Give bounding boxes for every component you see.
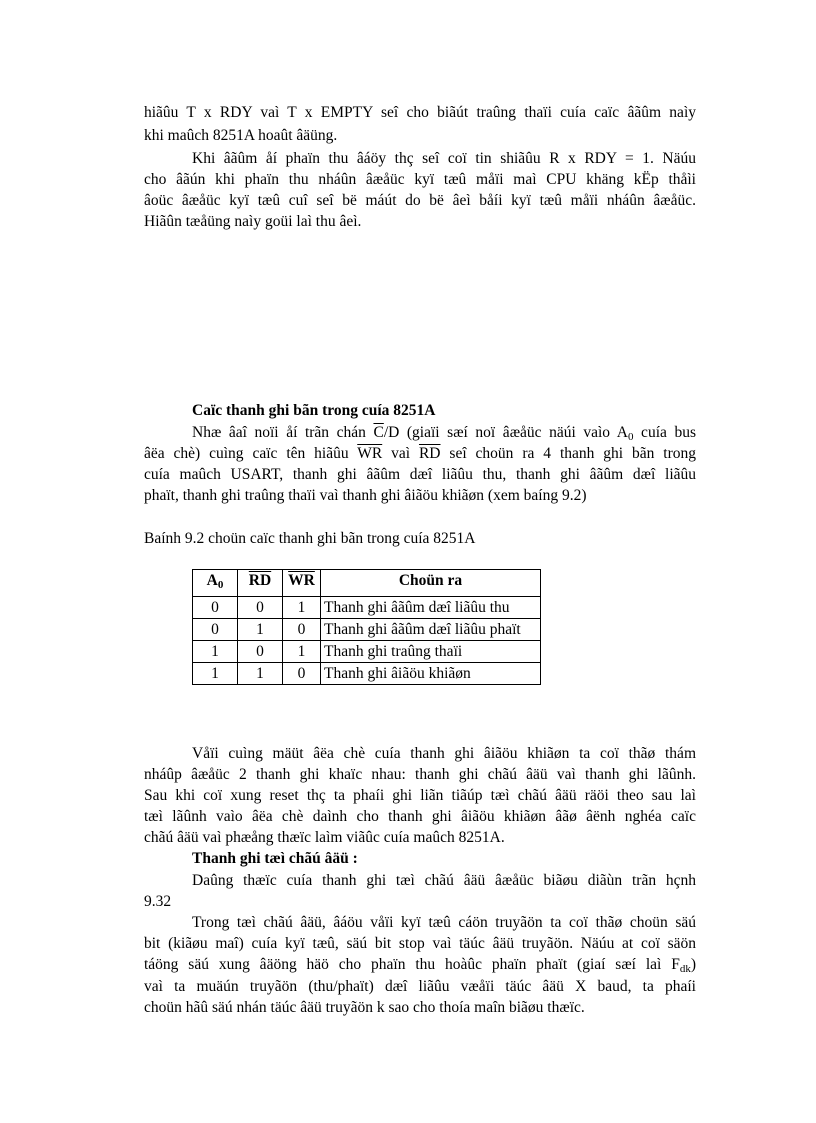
paragraph-line: Sau khi coï xung reset thç ta phaíi ghi liãn tiãúp tæì chãú âäü räöi theo sau laì <box>144 787 696 804</box>
paragraph-line: Hiãûn tæåüng naìy goüi laì thu âeì. <box>144 213 362 230</box>
header-rd: $\overline{RD}$ <box>238 570 283 597</box>
paragraph-line: táöng säú xung âäöng häö cho phaïn thu hoàûc phaïn phaït (giaí sæí laì $F_{dk}$) <box>144 956 696 975</box>
cell-select: Thanh ghi âãûm dæî liãûu phaït <box>321 619 541 641</box>
paragraph-line: vaì ta muäún truyãön (thu/phaït) dæî liãûu væåïi täúc âäü X baud, ta phaíi <box>144 978 696 995</box>
paragraph-line: chãú âäü vaì phæång thæïc laìm viãûc cuía maûch 8251A. <box>144 829 505 846</box>
cell-rd: 1 <box>238 663 283 685</box>
cell-select: Thanh ghi âiãöu khiãøn <box>321 663 541 685</box>
header-wr: $\overline{WR}$ <box>283 570 321 597</box>
table-caption: Baính 9.2 choün caïc thanh ghi bãn trong cuía 8251A <box>144 530 476 547</box>
paragraph-line: hiãûu T x RDY vaì T x EMPTY seî cho biãút traûng thaïi cuía caïc âãûm naìy <box>144 104 696 121</box>
paragraph-line: Nhæ âaî noïi åí trãn chán $\overline{C}/D$ (giaïi sæí noï âæåüc näúi vaìo $A_0$ cuía bus <box>192 424 696 443</box>
cell-select: Thanh ghi traûng thaïi <box>321 641 541 663</box>
paragraph-line: âëa chè) cuìng caïc tên hiãûu $\overline{WR}$ vaì $\overline{RD}$ seî choün ra 4 thanh ghi bãn trong <box>144 445 697 462</box>
paragraph-line: Våïi cuìng mäüt âëa chè cuía thanh ghi âiãöu khiãøn ta coï thãø thám <box>192 745 696 762</box>
cell-a0: 0 <box>193 619 238 641</box>
paragraph-line: bit (kiãøu maî) cuía kyï tæû, säú bit stop vaì täúc âäü truyãön. Näúu at coï säön <box>144 935 696 952</box>
cell-wr: 0 <box>283 619 321 641</box>
rd-signal: $\overline{RD}$ <box>418 445 441 462</box>
paragraph-line: 9.32 <box>144 893 172 910</box>
cell-a0: 0 <box>193 597 238 619</box>
table-row <box>193 597 541 619</box>
paragraph-line: Trong tæì chãú âäü, âáöu våïi kyï tæû cáön truyãön ta coï thãø choün säú <box>192 914 696 931</box>
header-a0: $A_0$ <box>193 570 238 597</box>
cell-rd: 0 <box>238 641 283 663</box>
paragraph-line: choün hãû säú nhán täúc âäü truyãön k sao cho thoía maîn biãøu thæïc. <box>144 999 585 1016</box>
paragraph-line: Khi âãûm åí phaïn thu âáöy thç seî coï tin shiãûu R x RDY = 1. Näúu <box>192 150 696 167</box>
cell-rd: 1 <box>238 619 283 641</box>
cell-select: Thanh ghi âãûm dæî liãûu thu <box>321 597 541 619</box>
section-heading: Thanh ghi tæì chãú âäü : <box>192 850 358 867</box>
paragraph-line: cuía maûch USART, thanh ghi âãûm dæî liãûu thu, thanh ghi âãûm dæî liãûu <box>144 466 696 483</box>
cell-a0: 1 <box>193 641 238 663</box>
cd-pin-overline: $\overline{C}$ <box>373 424 384 441</box>
cell-a0: 1 <box>193 663 238 685</box>
table-row <box>193 641 541 663</box>
header-select: Choün ra <box>321 570 541 597</box>
table-header-row <box>193 570 541 597</box>
cell-wr: 1 <box>283 597 321 619</box>
paragraph-line: tæì lãûnh vaìo âëa chè daình cho thanh ghi âiãöu khiãøn âãø âënh nghéa caïc <box>144 808 696 825</box>
cell-rd: 0 <box>238 597 283 619</box>
paragraph-line: Daûng thæïc cuía thanh ghi tæì chãú âäü âæåüc biãøu diãùn trãn hçnh <box>192 872 696 889</box>
cell-wr: 0 <box>283 663 321 685</box>
cell-wr: 1 <box>283 641 321 663</box>
table-row <box>193 663 541 685</box>
paragraph-line: cho âãún khi phaïn thu nháûn âæåüc kyï tæû måïi maì CPU khäng kËp thåìi <box>144 171 696 188</box>
paragraph-line: âoüc âæåüc kyï tæû cuî seî bë máút do bë âeì båíi kyï tæû måïi nháûn âæåüc. <box>144 192 696 209</box>
table-row <box>193 619 541 641</box>
register-select-table <box>192 569 541 685</box>
section-heading: Caïc thanh ghi bãn trong cuía 8251A <box>192 402 436 419</box>
paragraph-line: nháûp âæåüc 2 thanh ghi khaïc nhau: thanh ghi chãú âäü vaì thanh ghi lãûnh. <box>144 766 696 783</box>
paragraph-line: khi maûch 8251A hoaût âäüng. <box>144 127 338 144</box>
paragraph-line: phaït, thanh ghi traûng thaïi vaì thanh ghi âiãöu khiãøn (xem baíng 9.2) <box>144 487 587 504</box>
wr-signal: $\overline{WR}$ <box>357 445 383 462</box>
